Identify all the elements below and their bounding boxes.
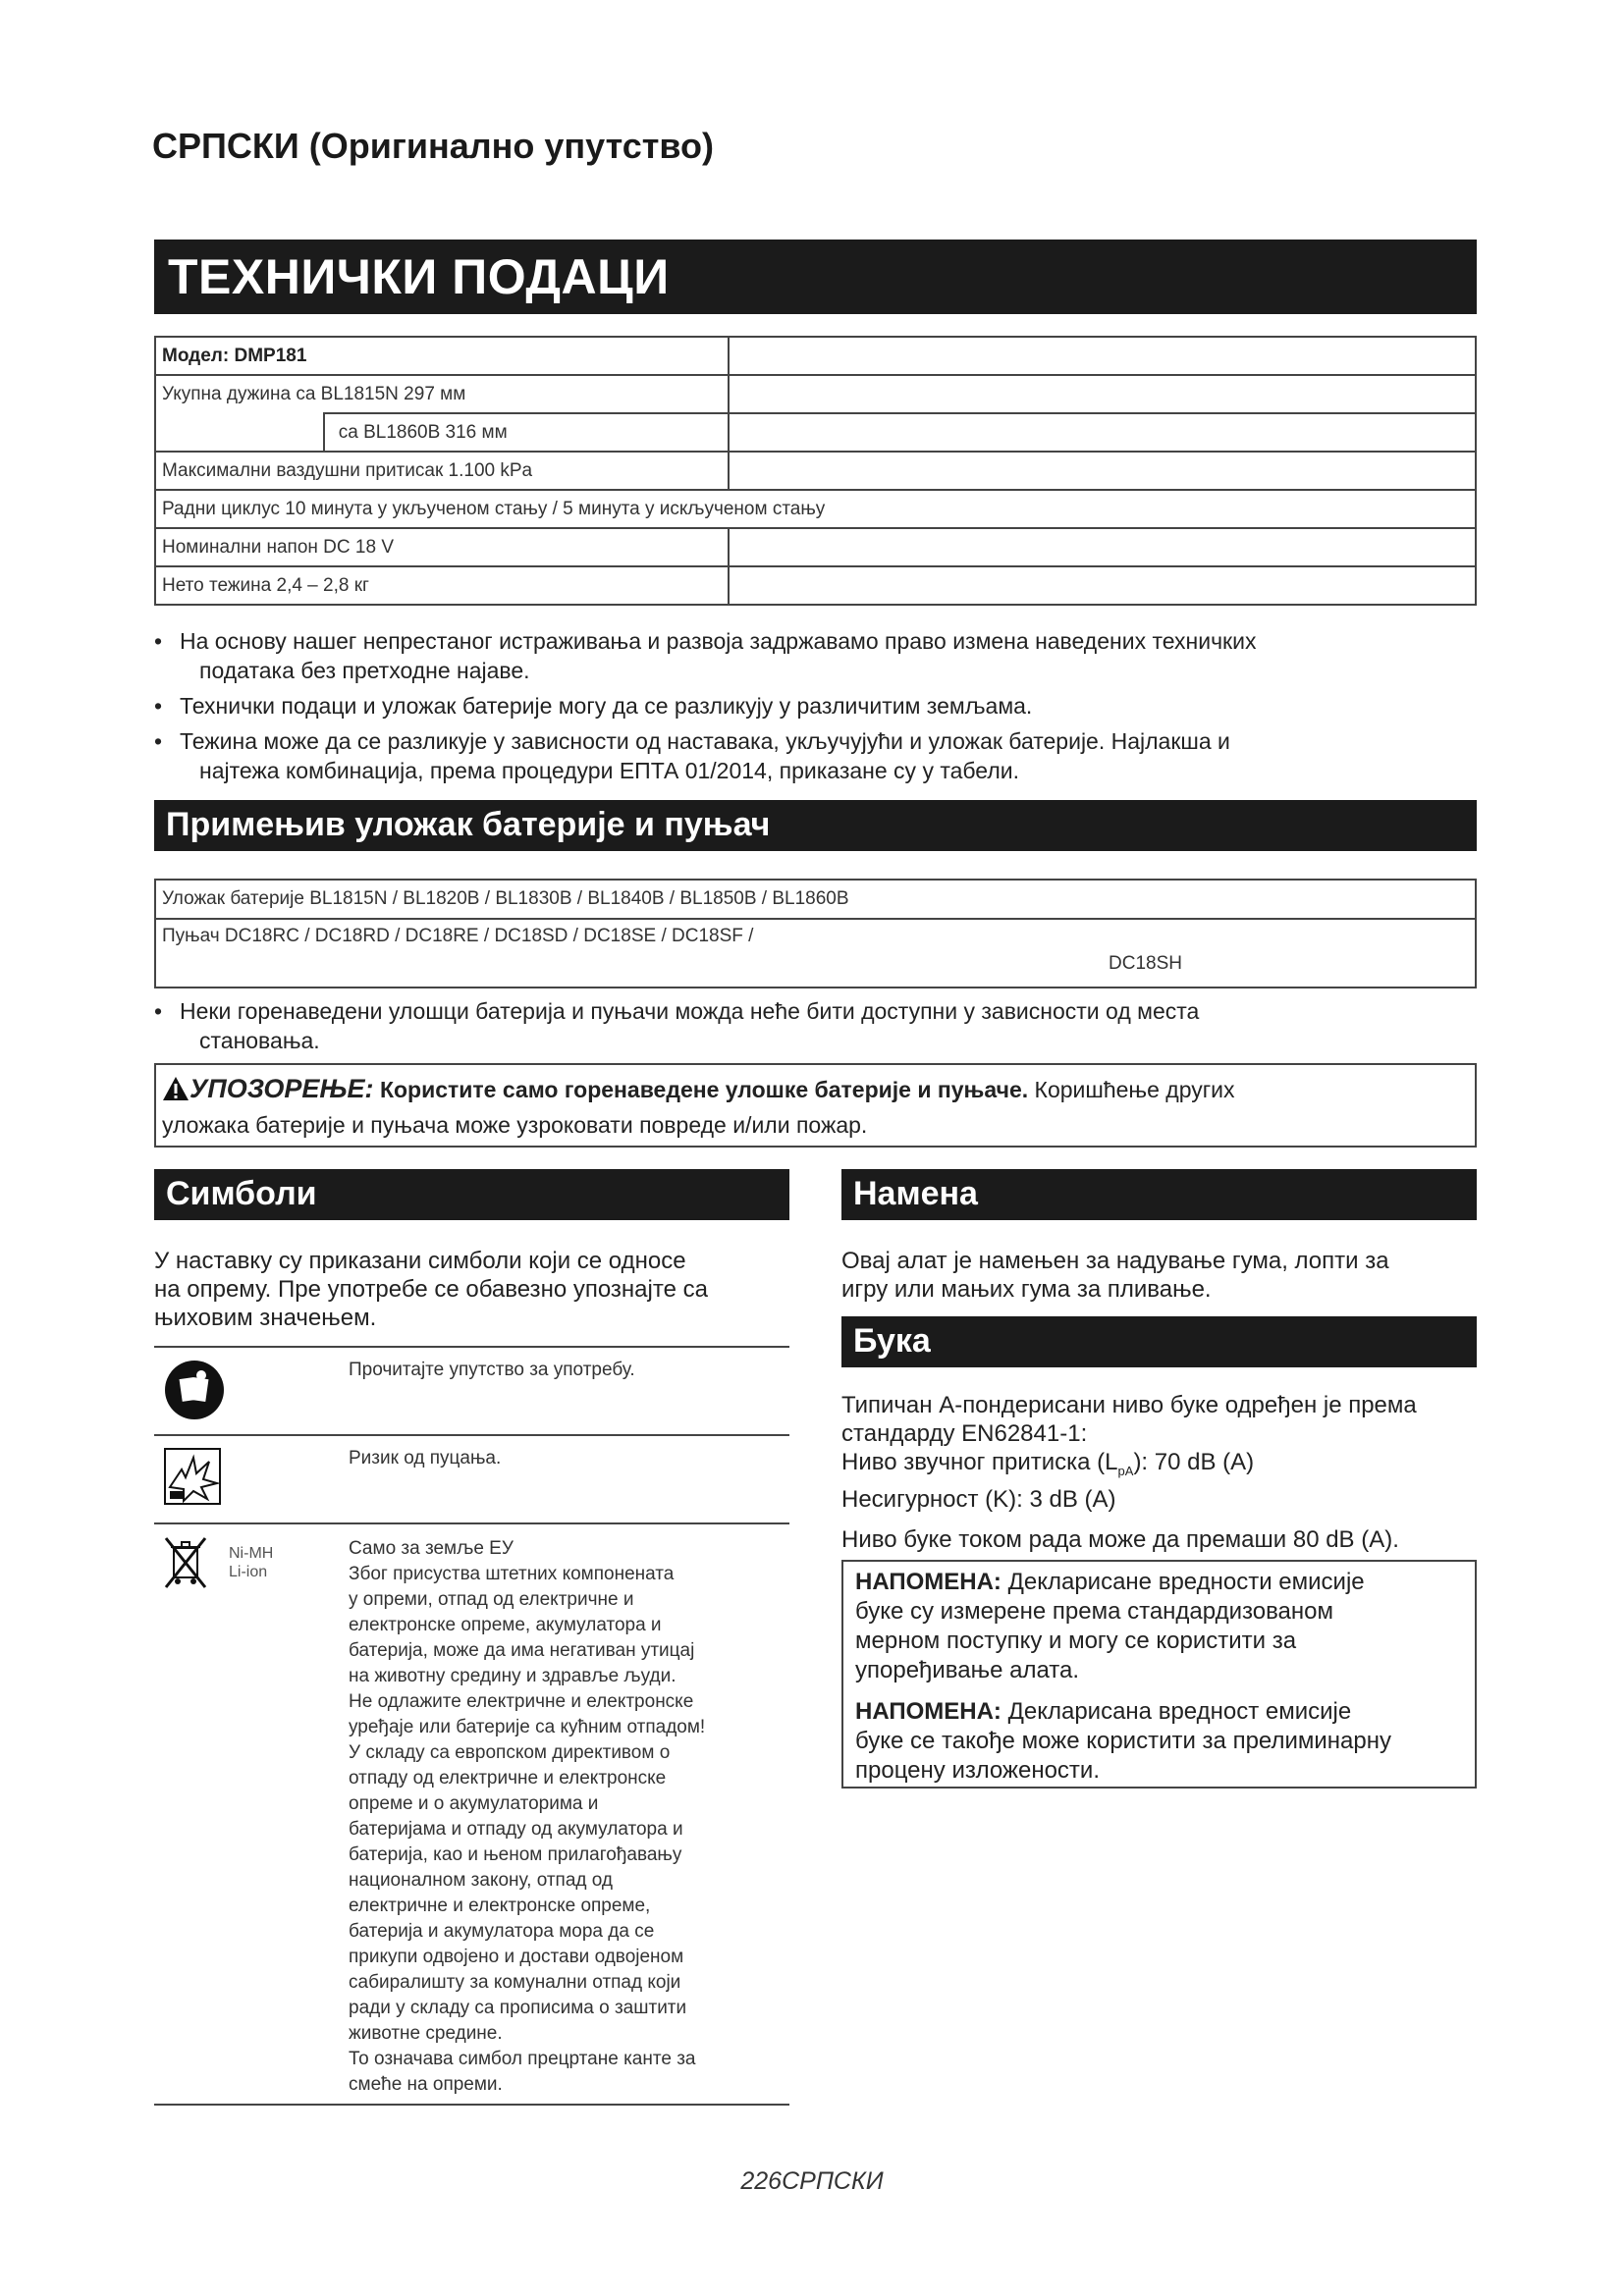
document-language-title: СРПСКИ (Оригинално упутство)	[152, 126, 715, 166]
battery-cartridges: Уложак батерије BL1815N / BL1820B / BL1830B / BL1840B / BL1850B / BL1860B	[155, 880, 1476, 919]
symbol-description: Прочитајте упутство за употребу.	[348, 1347, 789, 1435]
purpose-heading: Намена	[841, 1169, 1477, 1220]
symbols-intro: У наставку су приказани симболи који се односе на опрему. Пре употребе се обавезно упознајте са њиховим значењем.	[154, 1248, 708, 1331]
symbols-table	[154, 1346, 789, 2106]
specs-table	[154, 336, 1477, 606]
spec-rated-voltage: Номинални напон DC 18 V	[155, 528, 729, 566]
battery-table	[154, 879, 1477, 988]
noise-note-2: НАПОМЕНА: Декларисана вредност емисије буке се такође може користити за прелиминарну процену изложености.	[855, 1698, 1391, 1784]
table-row	[155, 566, 1476, 605]
read-manual-icon	[164, 1405, 225, 1425]
list-item: • Неки горенаведени улошци батерија и пуњачи можда неће бити доступни у зависности од места становања.	[154, 996, 1480, 1055]
spec-duty-cycle: Радни циклус 10 минута у укљученом стању / 5 минута у искљученом стању	[155, 490, 1476, 528]
technical-data-heading: ТЕХНИЧКИ ПОДАЦИ	[154, 240, 1477, 314]
noise-notes-box	[841, 1560, 1477, 1789]
noise-heading: Бука	[841, 1316, 1477, 1367]
symbol-description: Ризик од пуцања.	[348, 1435, 789, 1523]
symbols-heading: Симболи	[154, 1169, 789, 1220]
noise-text: Типичан А-пондерисани ниво буке одређен је према стандарду EN62841-1: Ниво звучног притиска $(L_{pA})$: 70 dB (A) Несигурност (K): 3 dB (A) Ниво буке током рада може да премаши 80 dB (A).	[841, 1392, 1417, 1553]
symbol-description: Само за земље ЕУ Због присуства штетних компонената у опреми, отпад од електричне и електронске опреме, акумулатора и батерија, може да има негативан утицај на животну средину и здравље људи. Не одлажите електричне и електронске уређаје или батерије са кућним отпадом! У складу са европском директивом о отпаду од електричне и електронске опреме и о акумулаторима и батеријама и отпаду од акумулатора и батерија, као и њеном прилагођавању националном закону, отпад од електричне и електронске опреме, батерија и акумулатора мора да се прикупи одвојено и достави одвојеном сабиралишту за комунални отпад који ради у складу са прописима о заштити животне средине. То означава симбол прецртане канте за смеће на опреми.	[348, 1523, 789, 2105]
table-row	[155, 452, 1476, 490]
battery-note	[154, 996, 1480, 1061]
table-row	[155, 490, 1476, 528]
warning-text: Коришћење других	[1034, 1077, 1235, 1102]
warning-text-2: уложака батерије и пуњача може узроковати повреде и/или пожар.	[162, 1112, 868, 1138]
warning-box	[154, 1063, 1477, 1148]
spec-total-length-alt: са BL1860B 316 мм	[324, 413, 729, 452]
battery-chargers: Пуњач DC18RC / DC18RD / DC18RE / DC18SD / DC18SE / DC18SF / DC18SH	[155, 919, 1476, 988]
table-row	[155, 880, 1476, 919]
list-item: • Технички подаци и уложак батерије могу да се разликују у различитим земљама.	[154, 691, 1480, 721]
table-row	[155, 413, 1476, 452]
spec-total-length: Укупна дужина са BL1815N 297 мм	[155, 375, 729, 413]
table-row	[155, 375, 1476, 413]
table-row	[155, 919, 1476, 988]
list-item: • Тежина може да се разликује у зависности од наставака, укључујући и уложак батерије. Најлакша и најтежа комбинација, према процедури ЕПТА 01/2014, приказане су у табели.	[154, 726, 1480, 785]
crossed-bin-icon	[162, 1536, 209, 1597]
table-row	[155, 528, 1476, 566]
warning-bold-text: Користите само горенаведене улошке батерије и пуњаче.	[379, 1077, 1029, 1102]
spec-max-pressure: Максимални ваздушни притисак 1.100 kPa	[155, 452, 729, 490]
table-row	[154, 1347, 789, 1435]
page-number: 226СРПСКИ	[740, 2167, 884, 2195]
explosion-risk-icon	[164, 1489, 221, 1510]
table-row	[154, 1523, 789, 2105]
specs-notes	[154, 626, 1480, 791]
list-item: • На основу нашег непрестаног истраживања и развоја задржавамо право измена наведених техничких података без претходне најаве.	[154, 626, 1480, 685]
table-row	[155, 337, 1476, 375]
table-row	[154, 1435, 789, 1523]
warning-title: УПОЗОРЕЊЕ:	[189, 1074, 374, 1103]
spec-model: Модел: DMP181	[155, 337, 729, 375]
warning-icon	[162, 1076, 189, 1109]
battery-charger-heading: Примењив уложак батерије и пуњач	[154, 800, 1477, 851]
bin-icon-labels: Ni-MH Li-ion	[229, 1545, 274, 1580]
purpose-text: Овај алат је намењен за надување гума, лопти за игру или мањих гума за пливање.	[841, 1248, 1389, 1303]
noise-note-1: НАПОМЕНА: Декларисане вредности емисије буке су измерене према стандардизованом мерном поступку и могу се користити за упоређивање алата.	[855, 1569, 1365, 1683]
spec-net-weight: Нето тежина 2,4 – 2,8 кг	[155, 566, 729, 605]
